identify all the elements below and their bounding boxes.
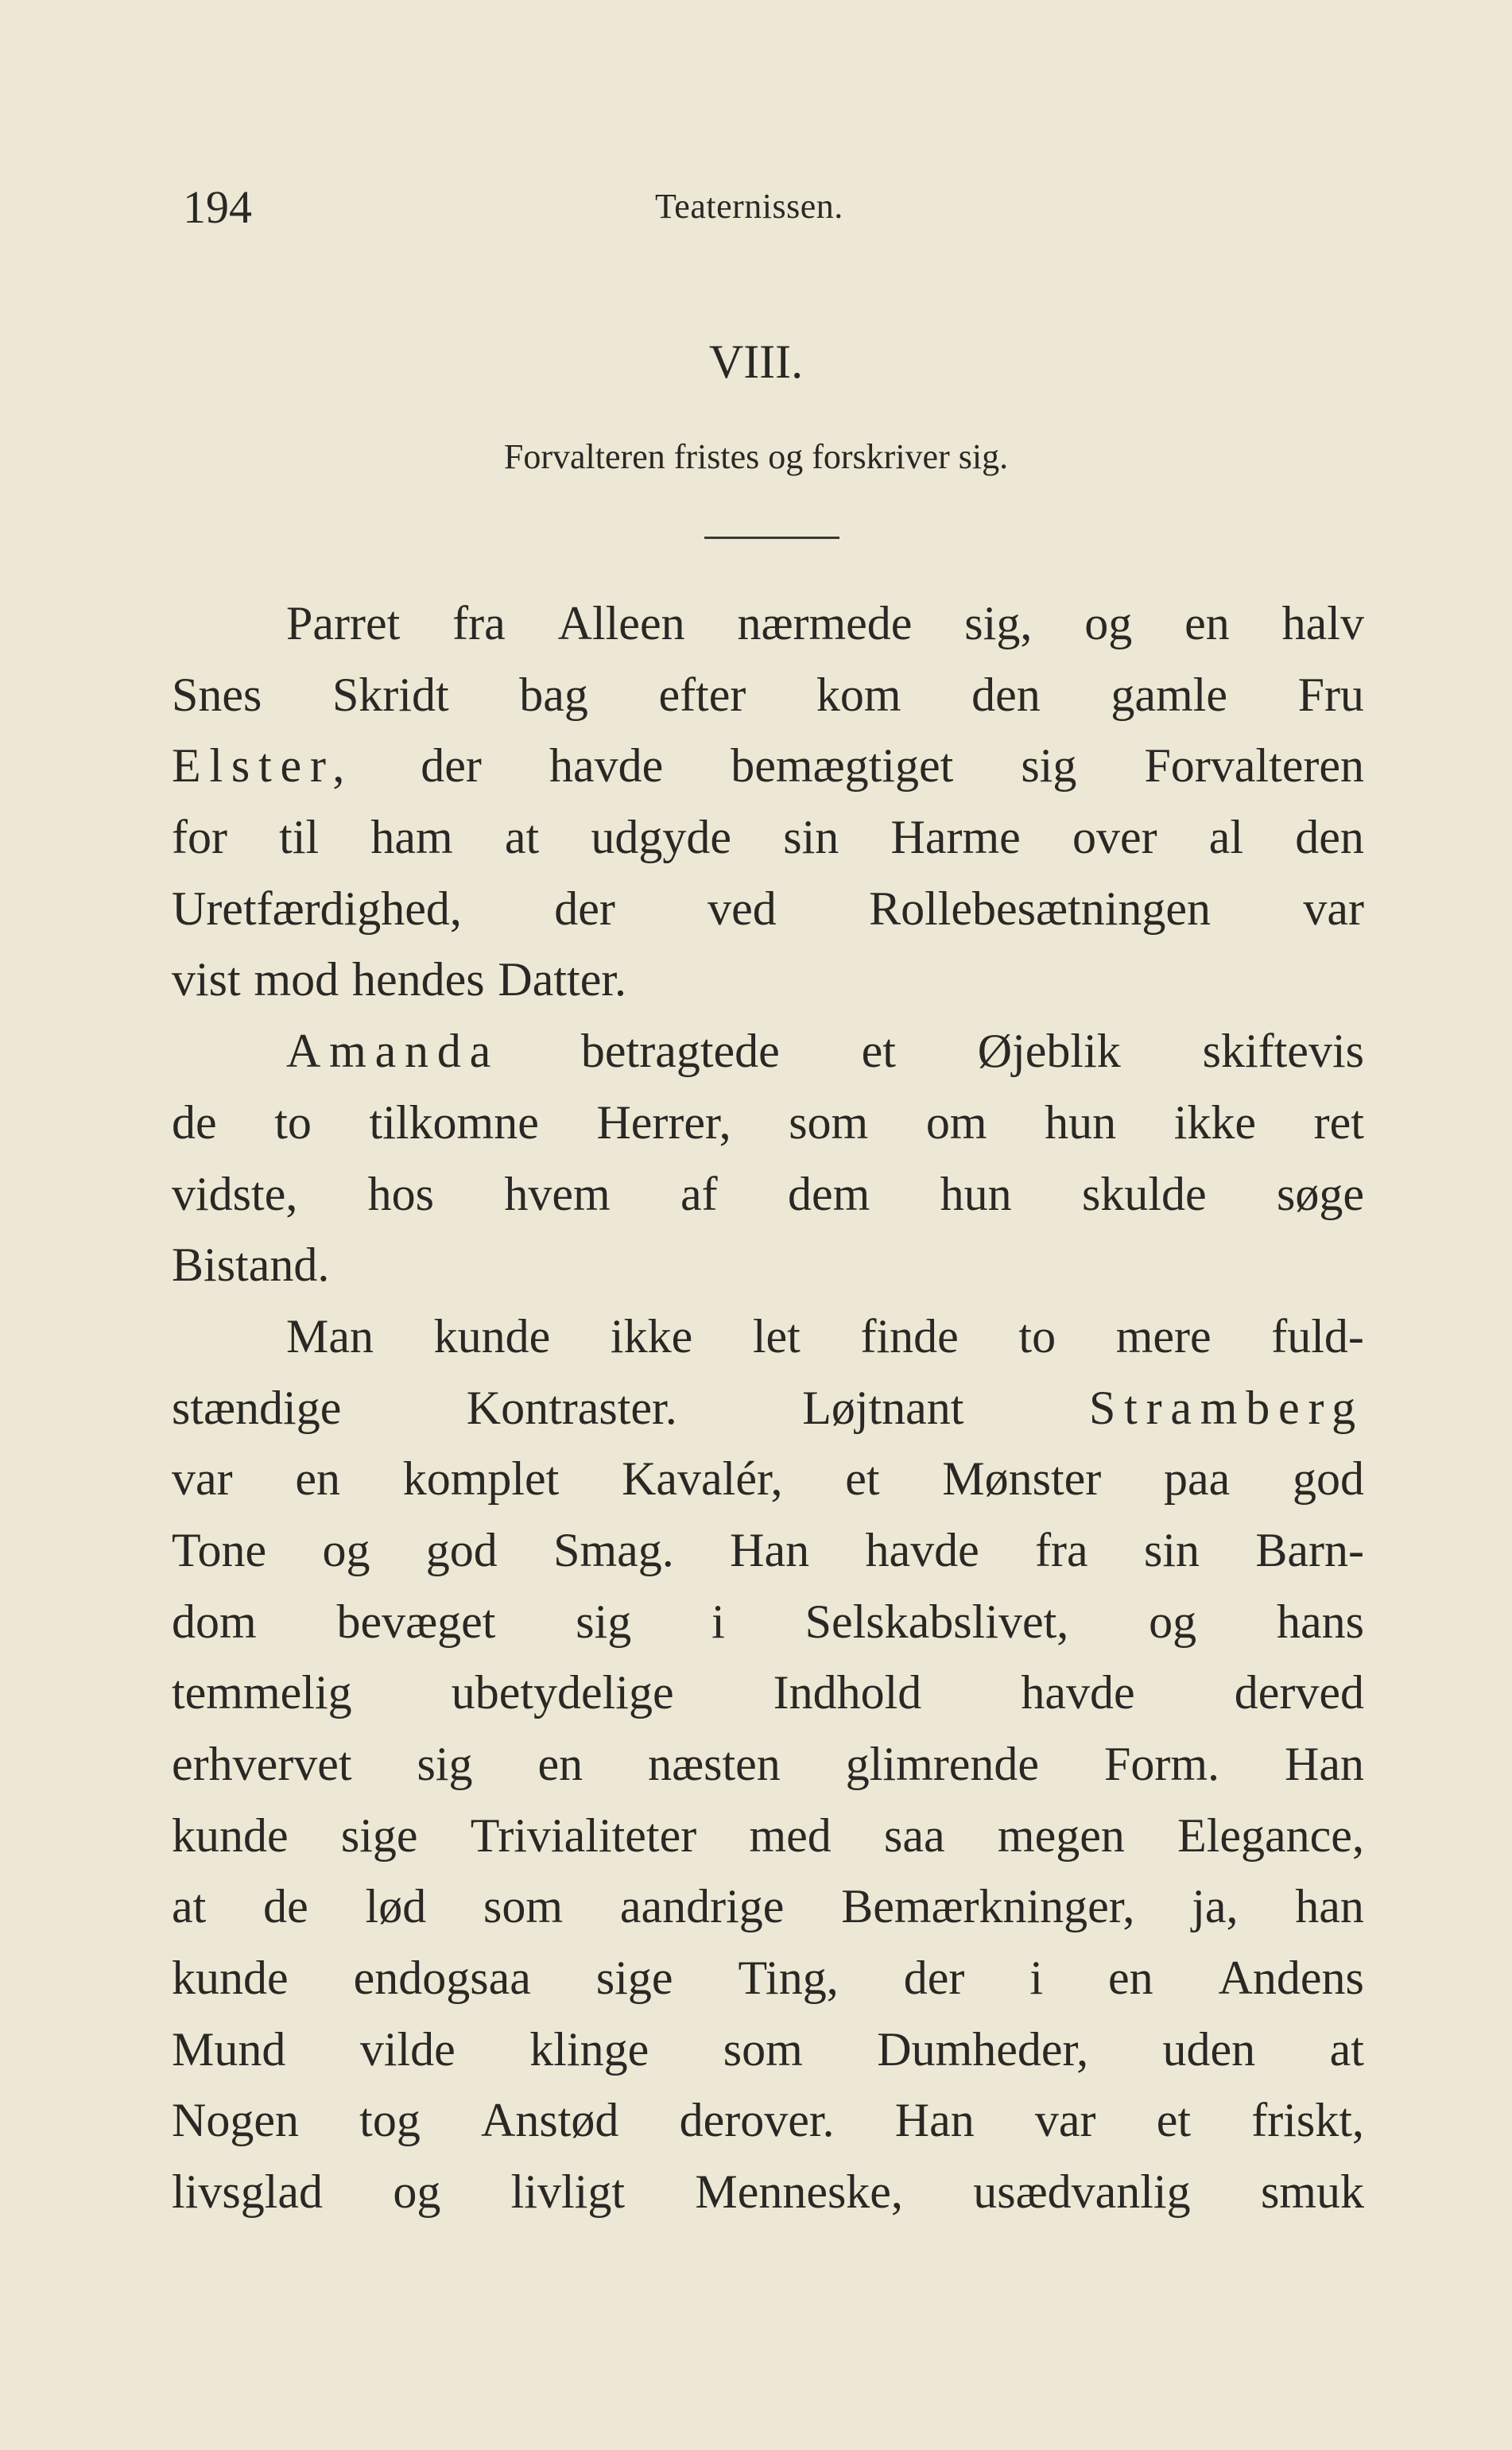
word: megen <box>997 1808 1125 1862</box>
word: Skridt <box>331 668 449 721</box>
word: et <box>1156 2094 1192 2147</box>
word: som <box>723 2022 803 2076</box>
word: Tone <box>172 1523 267 1576</box>
word: der <box>421 739 482 793</box>
word: mere <box>1115 1309 1212 1363</box>
word: Øjeblik <box>977 1025 1121 1078</box>
word: derover. <box>679 2094 835 2147</box>
word: var <box>172 1452 233 1506</box>
word: i <box>711 1595 725 1648</box>
word: to <box>274 1095 312 1149</box>
text-line <box>172 2157 1364 2228</box>
word: for <box>172 811 227 864</box>
word: sig <box>576 1595 632 1648</box>
word: Indhold <box>773 1666 922 1719</box>
text-line <box>172 1801 1364 1872</box>
word: Dumheder, <box>877 2022 1089 2076</box>
word: var <box>1303 882 1364 935</box>
word: kunde <box>433 1309 551 1363</box>
chapter-number: VIII. <box>708 335 804 388</box>
word: han <box>1295 1880 1364 1933</box>
word: Bemærkninger, <box>841 1880 1135 1933</box>
word: Selskabslivet, <box>804 1595 1069 1648</box>
word: fra <box>1035 1523 1088 1576</box>
word: kunde <box>172 1952 289 2005</box>
word: dem <box>788 1167 870 1220</box>
word: mod <box>254 953 339 1006</box>
text-line <box>172 588 1364 660</box>
word: Han <box>894 2094 975 2147</box>
text-line <box>172 802 1364 874</box>
word: vilde <box>359 2022 456 2076</box>
word: havde <box>865 1523 979 1576</box>
word: Harme <box>890 811 1021 864</box>
word: vidste, <box>172 1167 298 1220</box>
word: Rollebesætningen <box>869 882 1212 935</box>
word: den <box>1295 811 1364 864</box>
word: endogsaa <box>353 1952 531 2005</box>
word: havde <box>549 739 664 793</box>
text-line <box>172 2014 1364 2086</box>
word: livsglad <box>172 2165 323 2219</box>
word: og <box>1149 1595 1197 1648</box>
word: klinge <box>529 2022 649 2076</box>
word: uden <box>1162 2022 1256 2076</box>
word: finde <box>860 1309 959 1363</box>
word: glimrende <box>845 1738 1040 1790</box>
text-line <box>172 1943 1364 2014</box>
word: var <box>1034 2094 1096 2147</box>
word: ret <box>1313 1095 1364 1149</box>
word: Andens <box>1218 1952 1364 2005</box>
word: over <box>1072 811 1157 864</box>
body-text <box>172 588 1364 2228</box>
word: Snes <box>172 668 262 721</box>
word: ikke <box>1173 1095 1257 1149</box>
word: og <box>393 2165 441 2219</box>
word: Trivialiteter <box>470 1808 697 1862</box>
word: lød <box>365 1880 427 1933</box>
word: komplet <box>402 1452 560 1506</box>
word: ja, <box>1192 1880 1239 1933</box>
word: derved <box>1234 1666 1364 1719</box>
word: Smag. <box>553 1523 674 1576</box>
word: af <box>680 1167 718 1220</box>
word: et <box>845 1452 880 1506</box>
word: betragtede <box>580 1025 780 1078</box>
word: saa <box>884 1808 945 1862</box>
word: Kavalér, <box>622 1452 783 1506</box>
text-line <box>172 1729 1364 1801</box>
text-line <box>172 944 1364 1016</box>
word: udgyde <box>591 811 732 864</box>
text-line <box>172 731 1364 802</box>
word: næsten <box>648 1738 781 1790</box>
word: og <box>1084 597 1133 649</box>
word: skiftevis <box>1202 1025 1364 1078</box>
word: al <box>1208 811 1244 864</box>
section-divider <box>704 537 839 539</box>
word: hendes <box>351 953 485 1006</box>
word: ubetydelige <box>451 1666 674 1719</box>
word: tilkomne <box>369 1095 539 1149</box>
word: Forvalteren <box>1144 739 1364 793</box>
word: aandrige <box>619 1880 785 1933</box>
chapter-title: Forvalteren fristes og forskriver sig. <box>503 437 1009 476</box>
word: fuld- <box>1271 1309 1364 1363</box>
word: om <box>925 1095 987 1149</box>
word: der <box>903 1952 965 2005</box>
text-line <box>172 1087 1364 1159</box>
text-line <box>172 1444 1364 1515</box>
word: til <box>279 811 320 864</box>
text-line <box>172 1159 1364 1231</box>
word: som <box>789 1095 869 1149</box>
word: ikke <box>610 1309 693 1363</box>
word: smuk <box>1260 2165 1364 2219</box>
word: ham <box>370 811 453 864</box>
word: efter <box>658 668 746 721</box>
word: hun <box>1045 1095 1117 1149</box>
word: god <box>425 1523 498 1576</box>
word: Elegance, <box>1177 1808 1364 1862</box>
word: temmelig <box>172 1666 352 1719</box>
word: usædvanlig <box>973 2165 1191 2219</box>
word: at <box>172 1880 207 1933</box>
word: at <box>1329 2022 1364 2076</box>
word: Amanda <box>286 1025 500 1078</box>
word: Han <box>1284 1738 1364 1790</box>
word: havde <box>1021 1666 1135 1719</box>
word: hos <box>367 1167 435 1220</box>
word: Herrer, <box>596 1095 731 1149</box>
word: Uretfærdighed, <box>172 882 462 935</box>
word: Mønster <box>942 1452 1102 1506</box>
word: Nogen <box>172 2094 299 2147</box>
word: sig <box>1021 739 1077 793</box>
word: Ting, <box>738 1952 839 2005</box>
text-line <box>172 660 1364 731</box>
word: livligt <box>510 2165 626 2219</box>
word: vist <box>172 953 241 1006</box>
word: sin <box>1144 1523 1200 1576</box>
word: fra <box>452 597 506 649</box>
word: god <box>1292 1452 1364 1506</box>
text-line <box>172 874 1364 945</box>
word: Løjtnant <box>802 1381 964 1434</box>
word: Parret <box>286 597 401 649</box>
word: at <box>504 811 540 864</box>
word: de <box>172 1095 217 1149</box>
word: Han <box>730 1523 810 1576</box>
word: der <box>554 882 615 935</box>
word: hun <box>940 1167 1012 1220</box>
word: sin <box>783 811 839 864</box>
word: paa <box>1164 1452 1231 1506</box>
word: Alleen <box>557 597 685 649</box>
text-line <box>172 2085 1364 2157</box>
word: bag <box>519 668 588 721</box>
word: Man <box>286 1309 374 1363</box>
word: Barn- <box>1255 1523 1364 1576</box>
word: skulde <box>1082 1167 1207 1220</box>
text-line <box>172 1016 1364 1087</box>
page-number: 194 <box>183 181 252 233</box>
word: Fru <box>1297 668 1364 721</box>
word: søge <box>1277 1167 1364 1220</box>
word: sige <box>595 1952 673 2005</box>
word: to <box>1018 1309 1056 1363</box>
word: Elster, <box>172 739 354 793</box>
word: gamle <box>1111 668 1227 721</box>
word: Form. <box>1103 1738 1220 1790</box>
text-line <box>172 1373 1364 1444</box>
word: bevæget <box>336 1595 496 1648</box>
word: en <box>537 1738 583 1790</box>
word: Stramberg <box>1088 1381 1364 1434</box>
word: Bistand. <box>172 1239 330 1292</box>
word: Menneske, <box>695 2165 903 2219</box>
word: hvem <box>504 1167 611 1220</box>
word: kom <box>816 668 901 721</box>
word: nærmede <box>737 597 913 649</box>
word: de <box>263 1880 308 1933</box>
word: let <box>752 1309 801 1363</box>
word: Anstød <box>481 2094 619 2147</box>
text-line <box>172 1587 1364 1658</box>
word: et <box>861 1025 896 1078</box>
word: og <box>322 1523 370 1576</box>
word: kunde <box>172 1808 289 1862</box>
word: bemægtiget <box>731 739 954 793</box>
word: med <box>749 1808 832 1862</box>
word: erhvervet <box>172 1738 352 1790</box>
word: tog <box>359 2094 421 2147</box>
text-line <box>172 1871 1364 1943</box>
text-line <box>172 1230 1364 1301</box>
word: i <box>1029 1952 1043 2005</box>
word: stændige <box>172 1381 342 1434</box>
word: sige <box>340 1808 418 1862</box>
word: hans <box>1276 1595 1364 1648</box>
word: Kontraster. <box>466 1381 677 1434</box>
word: som <box>483 1880 564 1933</box>
word: en <box>295 1452 340 1506</box>
word: ved <box>708 882 777 935</box>
word: sig, <box>964 597 1033 649</box>
word: Datter. <box>498 953 626 1006</box>
word: en <box>1184 597 1230 649</box>
running-head: Teaternissen. <box>655 187 843 226</box>
word: den <box>971 668 1041 721</box>
word: halv <box>1281 597 1364 649</box>
word: Mund <box>172 2022 286 2076</box>
text-line <box>172 1515 1364 1587</box>
word: friskt, <box>1251 2094 1364 2147</box>
word: dom <box>172 1595 257 1648</box>
word: en <box>1107 1952 1153 2005</box>
word: sig <box>417 1738 473 1790</box>
text-line <box>172 1301 1364 1373</box>
text-line <box>172 1657 1364 1729</box>
